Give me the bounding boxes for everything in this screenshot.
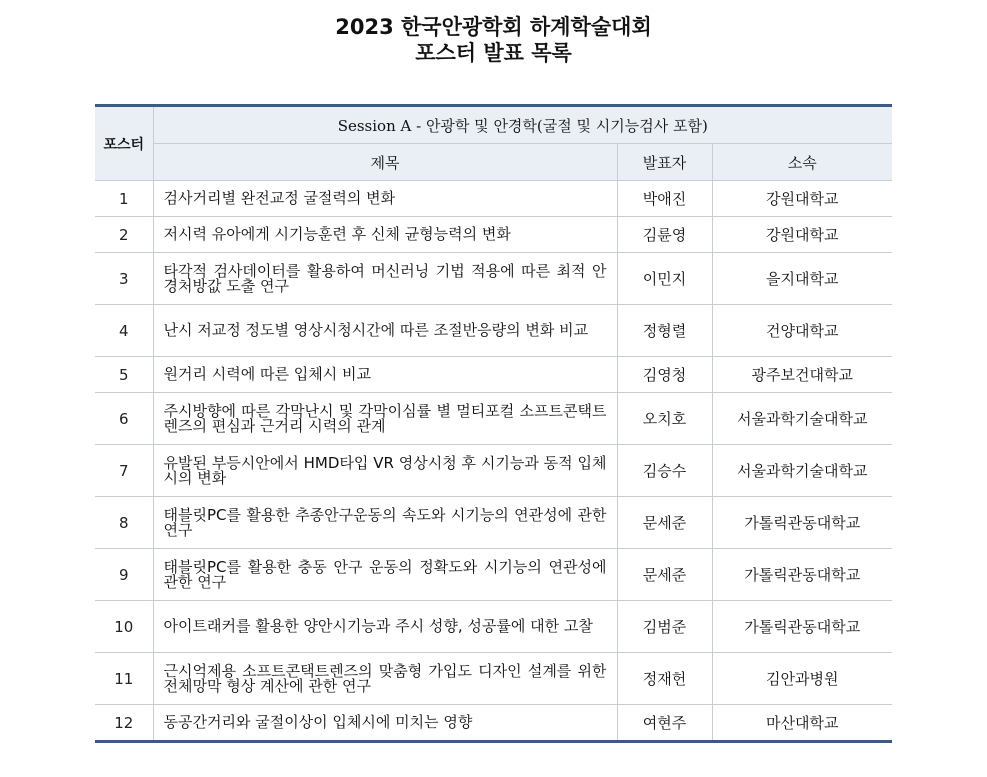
- table-row: [95, 181, 892, 217]
- poster-title: 유발된 부등시안에서 HMD타입 VR 영상시청 후 시기능과 동적 입체시의 변화: [153, 445, 617, 497]
- affiliation: 서울과학기술대학교: [712, 393, 892, 445]
- poster-number: 12: [95, 705, 153, 742]
- affiliation: 건양대학교: [712, 305, 892, 357]
- affiliation: 가톨릭관동대학교: [712, 601, 892, 653]
- poster-table: [95, 104, 892, 743]
- presenter-name: 김륜영: [617, 217, 712, 253]
- table-row: [95, 601, 892, 653]
- poster-number: 2: [95, 217, 153, 253]
- table-row: [95, 705, 892, 742]
- presenter-name: 정재헌: [617, 653, 712, 705]
- table-row: [95, 497, 892, 549]
- presenter-column-header: 발표자: [617, 144, 712, 181]
- affiliation: 가톨릭관동대학교: [712, 549, 892, 601]
- title-line-2: 포스터 발표 목록: [415, 41, 572, 65]
- affiliation: 을지대학교: [712, 253, 892, 305]
- poster-title: 난시 저교정 정도별 영상시청시간에 따른 조절반응량의 변화 비교: [153, 305, 617, 357]
- table-row: [95, 653, 892, 705]
- presenter-name: 오치호: [617, 393, 712, 445]
- presenter-name: 박애진: [617, 181, 712, 217]
- presenter-name: 여현주: [617, 705, 712, 742]
- table-row: [95, 393, 892, 445]
- poster-title: 태블릿PC를 활용한 충동 안구 운동의 정확도와 시기능의 연관성에 관한 연구: [153, 549, 617, 601]
- affiliation: 김안과병원: [712, 653, 892, 705]
- poster-number: 8: [95, 497, 153, 549]
- affiliation: 강원대학교: [712, 181, 892, 217]
- poster-title: 검사거리별 완전교정 굴절력의 변화: [153, 181, 617, 217]
- session-header: Session A - 안광학 및 안경학(굴절 및 시기능검사 포함): [153, 106, 892, 144]
- affiliation: 마산대학교: [712, 705, 892, 742]
- presenter-name: 문세준: [617, 497, 712, 549]
- poster-number: 9: [95, 549, 153, 601]
- poster-number: 5: [95, 357, 153, 393]
- poster-title: 타각적 검사데이터를 활용하여 머신러닝 기법 적용에 따른 최적 안경처방값 도출 연구: [153, 253, 617, 305]
- affiliation: 강원대학교: [712, 217, 892, 253]
- presenter-name: 문세준: [617, 549, 712, 601]
- presenter-name: 정형렬: [617, 305, 712, 357]
- affiliation: 가톨릭관동대학교: [712, 497, 892, 549]
- poster-title: 저시력 유아에게 시기능훈련 후 신체 균형능력의 변화: [153, 217, 617, 253]
- presenter-name: 김범준: [617, 601, 712, 653]
- poster-number: 10: [95, 601, 153, 653]
- poster-number-header: 포스터: [95, 106, 153, 181]
- poster-title: 태블릿PC를 활용한 추종안구운동의 속도와 시기능의 연관성에 관한 연구: [153, 497, 617, 549]
- affiliation: 서울과학기술대학교: [712, 445, 892, 497]
- table-row: [95, 217, 892, 253]
- page-title: [0, 14, 987, 66]
- affiliation: 광주보건대학교: [712, 357, 892, 393]
- affiliation-column-header: 소속: [712, 144, 892, 181]
- presenter-name: 김승수: [617, 445, 712, 497]
- table-row: [95, 445, 892, 497]
- table-row: [95, 305, 892, 357]
- poster-number: 6: [95, 393, 153, 445]
- poster-title: 근시억제용 소프트콘택트렌즈의 맞춤형 가입도 디자인 설계를 위한 전체망막 형상 계산에 관한 연구: [153, 653, 617, 705]
- title-column-header: 제목: [153, 144, 617, 181]
- table-row: [95, 357, 892, 393]
- poster-title: 아이트래커를 활용한 양안시기능과 주시 성향, 성공률에 대한 고찰: [153, 601, 617, 653]
- poster-title: 동공간거리와 굴절이상이 입체시에 미치는 영향: [153, 705, 617, 742]
- poster-number: 4: [95, 305, 153, 357]
- poster-number: 7: [95, 445, 153, 497]
- table-row: [95, 549, 892, 601]
- title-line-1: 2023 한국안광학회 하계학술대회: [335, 15, 652, 39]
- poster-title: 주시방향에 따른 각막난시 및 각막이심률 별 멀티포컬 소프트콘택트렌즈의 편심과 근거리 시력의 관계: [153, 393, 617, 445]
- table-row: [95, 253, 892, 305]
- poster-number: 1: [95, 181, 153, 217]
- poster-number: 11: [95, 653, 153, 705]
- poster-number: 3: [95, 253, 153, 305]
- poster-title: 원거리 시력에 따른 입체시 비교: [153, 357, 617, 393]
- presenter-name: 이민지: [617, 253, 712, 305]
- presenter-name: 김영청: [617, 357, 712, 393]
